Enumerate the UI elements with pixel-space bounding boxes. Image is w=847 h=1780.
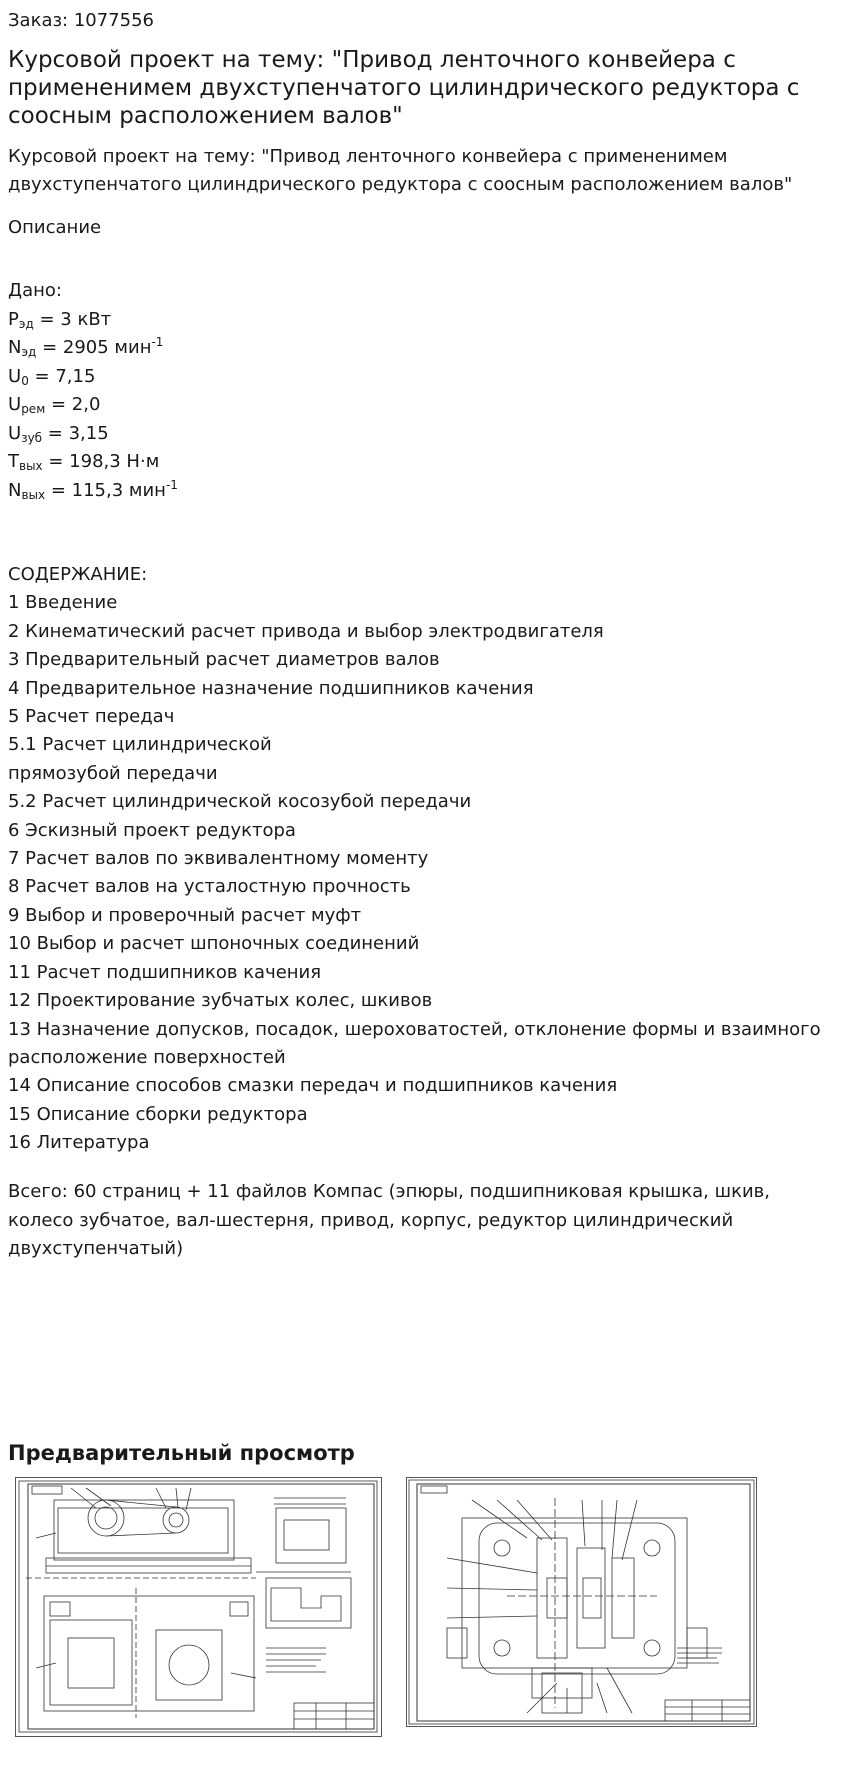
given-item: $U_{зуб} = 3,15$: [8, 422, 109, 445]
contents-item: 2 Кинематический расчет привода и выбор электродвигателя: [8, 620, 604, 642]
contents-item: 9 Выбор и проверочный расчет муфт: [8, 904, 362, 926]
preview-image-reducer[interactable]: [406, 1477, 757, 1727]
contents-block: [8, 561, 838, 1158]
contents-item: 11 Расчет подшипников качения: [8, 961, 322, 983]
contents-item: 4 Предварительное назначение подшипников качения: [8, 677, 534, 699]
drawing-drive: [16, 1478, 381, 1736]
contents-item: 10 Выбор и расчет шпоночных соединений: [8, 933, 420, 955]
given-item: $N_{вых} = 115,3$ мин$^{-1}$: [8, 477, 178, 502]
given-item: $T_{вых} = 198,3$ Н·м: [8, 451, 160, 473]
contents-item: 12 Проектирование зубчатых колес, шкивов: [8, 990, 433, 1012]
given-item: $P_{эд} = 3$ кВт: [8, 308, 112, 331]
subtitle: Курсовой проект на тему: "Привод ленточного конвейера с примененимем двухступенчатого цилиндрического редуктора с соосным расположением валов": [8, 146, 793, 195]
description-heading: Описание: [8, 217, 102, 238]
contents-item: прямозубой передачи: [8, 762, 218, 784]
contents-item: 14 Описание способов смазки передач и подшипников качения: [8, 1075, 618, 1097]
drawing-reducer: [407, 1478, 756, 1726]
contents-item: 5.2 Расчет цилиндрической косозубой передачи: [8, 791, 472, 813]
given-item: $U_0 = 7,15$: [8, 365, 96, 388]
contents-item: 16 Литература: [8, 1132, 150, 1154]
contents-item: 7 Расчет валов по эквивалентному моменту: [8, 848, 429, 870]
page-title: Курсовой проект на тему: "Привод ленточного конвейера с примененимем двухступенчатого цилиндрического редуктора с соосным расположением валов": [8, 47, 800, 129]
contents-heading: СОДЕРЖАНИЕ:: [8, 564, 148, 585]
contents-item: 5.1 Расчет цилиндрической: [8, 734, 272, 756]
preview-image-drive[interactable]: [15, 1477, 382, 1737]
contents-item: 8 Расчет валов на усталостную прочность: [8, 876, 411, 898]
contents-item: 13 Назначение допусков, посадок, шероховатостей, отклонение формы и взаимного расположение поверхностей: [8, 1018, 821, 1068]
contents-item: 3 Предварительный расчет диаметров валов: [8, 649, 440, 671]
total-summary: Всего: 60 страниц + 11 файлов Компас (эпюры, подшипниковая крышка, шкив, колесо зубчатое, вал-шестерня, привод, корпус, редуктор цилиндрический двухступенчатый): [8, 1181, 770, 1259]
order-number: Заказ: 1077556: [8, 10, 154, 31]
given-label: Дано:: [8, 280, 62, 301]
given-item: $U_{рем} = 2,0$: [8, 394, 101, 416]
contents-item: 15 Описание сборки редуктора: [8, 1103, 308, 1125]
given-item: $N_{эд} = 2905$ мин$^{-1}$: [8, 335, 164, 359]
contents-item: 1 Введение: [8, 592, 118, 614]
contents-item: 5 Расчет передач: [8, 706, 175, 728]
given-block: [8, 277, 178, 505]
contents-item: 6 Эскизный проект редуктора: [8, 819, 296, 841]
preview-heading: Предварительный просмотр: [8, 1441, 355, 1465]
